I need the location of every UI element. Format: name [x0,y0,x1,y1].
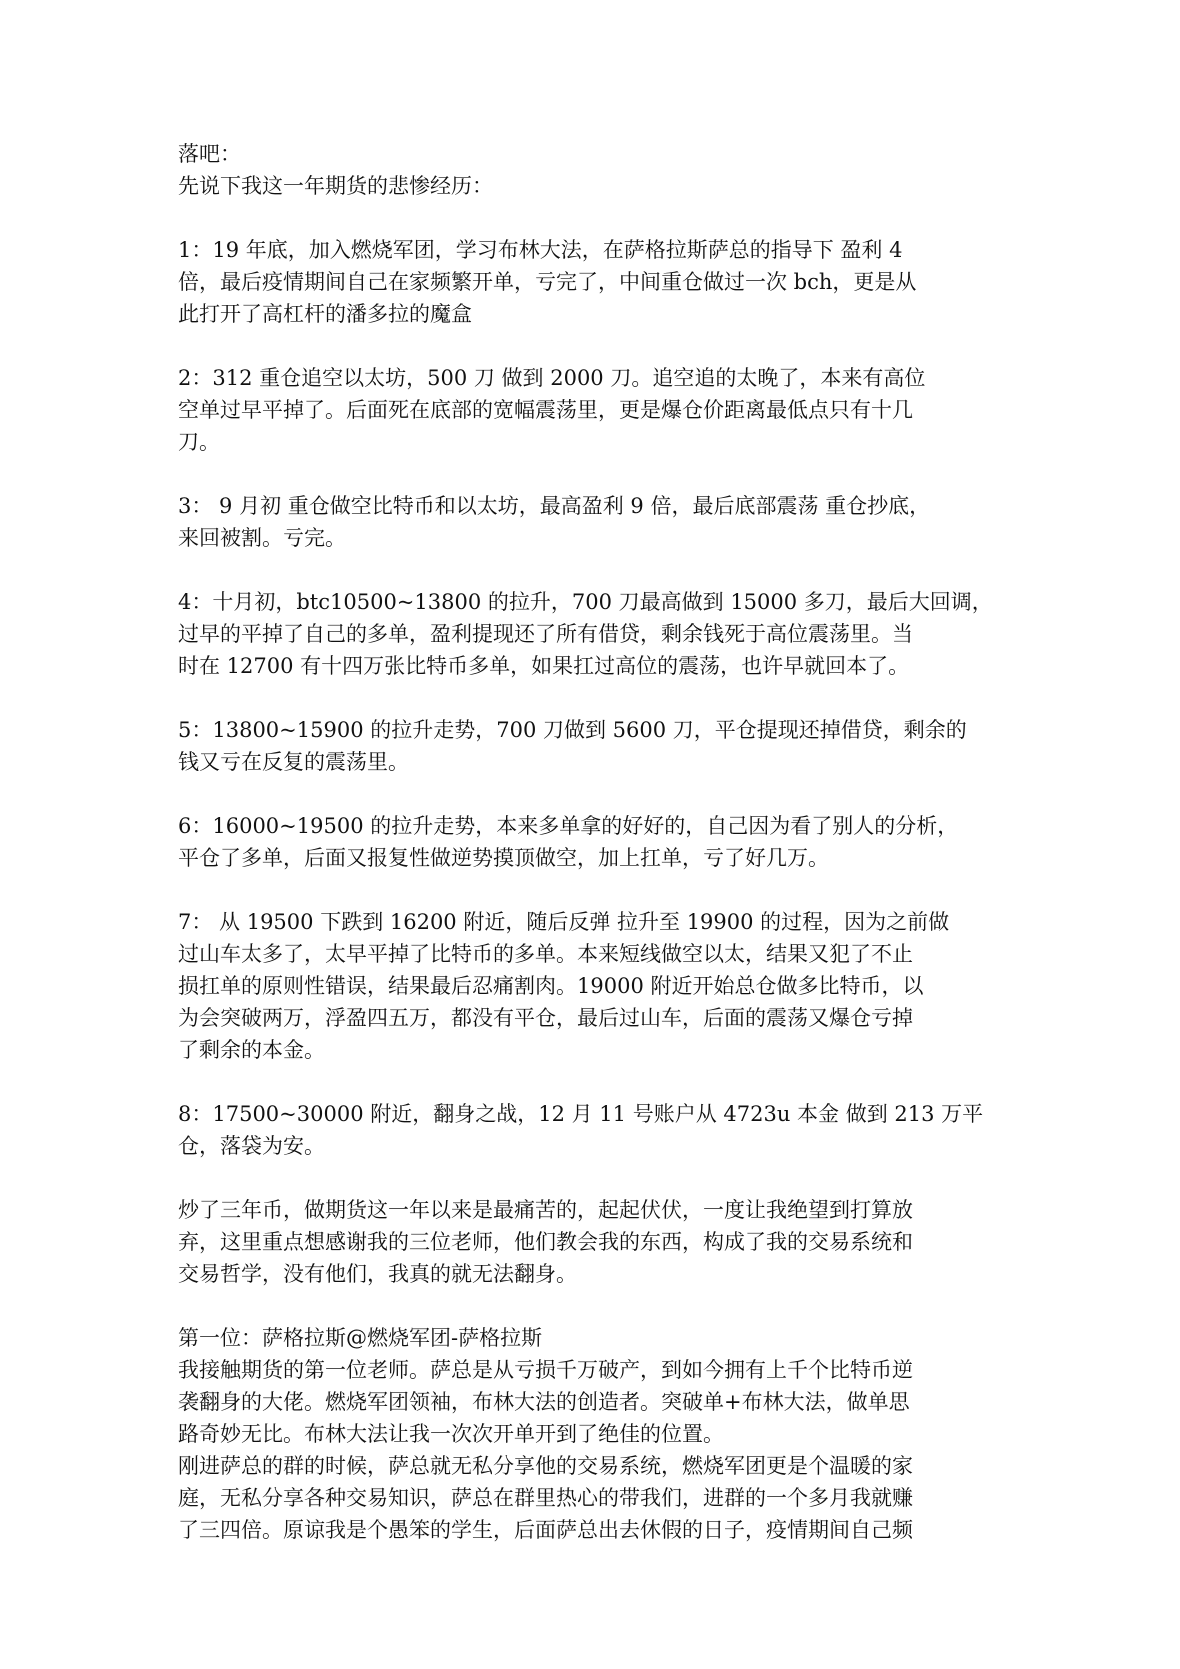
text-line: 了三四倍。原谅我是个愚笨的学生，后面萨总出去休假的日子，疫情期间自己频 [178,1518,913,1542]
item-2-paragraph [178,362,1008,458]
text-line: 损扛单的原则性错误，结果最后忍痛割肉。19000 附近开始总仓做多比特币，以 [178,974,924,998]
summary-paragraph [178,1194,1008,1290]
text-line: 过早的平掉了自己的多单，盈利提现还了所有借贷，剩余钱死于高位震荡里。当 [178,622,913,646]
text-line: 8：17500~30000 附近，翻身之战，12 月 11 号账户从 4723u 本金 做到 213 万平 [178,1102,984,1126]
document-body [178,138,1008,1546]
text-line: 此打开了高杠杆的潘多拉的魔盒 [178,302,472,326]
item-1-paragraph [178,234,1008,330]
text-line: 刚进萨总的群的时候，萨总就无私分享他的交易系统，燃烧军团更是个温暖的家 [178,1454,913,1478]
text-line: 路奇妙无比。布林大法让我一次次开单开到了绝佳的位置。 [178,1422,724,1446]
text-line: 了剩余的本金。 [178,1038,325,1062]
text-line: 弃，这里重点想感谢我的三位老师，他们教会我的东西，构成了我的交易系统和 [178,1230,913,1254]
text-line: 5：13800~15900 的拉升走势，700 刀做到 5600 刀，平仓提现还掉借贷，剩余的 [178,718,967,742]
text-line: 我接触期货的第一位老师。萨总是从亏损千万破产，到如今拥有上千个比特币逆 [178,1358,913,1382]
item-3-paragraph [178,490,1008,554]
paragraph-gap [178,202,1008,234]
paragraph-gap [178,874,1008,906]
text-line: 7： 从 19500 下跌到 16200 附近，随后反弹 拉升至 19900 的过程，因为之前做 [178,910,950,934]
text-line: 仓，落袋为安。 [178,1134,325,1158]
teacher-1-paragraph [178,1322,1008,1546]
text-line: 4：十月初，btc10500~13800 的拉升，700 刀最高做到 15000 多刀，最后大回调， [178,590,993,614]
item-8-paragraph [178,1098,1008,1162]
text-line: 3： 9 月初 重仓做空比特币和以太坊，最高盈利 9 倍，最后底部震荡 重仓抄底， [178,494,931,518]
text-line: 倍，最后疫情期间自己在家频繁开单，亏完了，中间重仓做过一次 bch，更是从 [178,270,917,294]
item-4-paragraph [178,586,1008,682]
paragraph-gap [178,1290,1008,1322]
item-5-paragraph [178,714,1008,778]
text-line: 落吧： [178,142,241,166]
paragraph-gap [178,1162,1008,1194]
text-line: 1：19 年底，加入燃烧军团，学习布林大法，在萨格拉斯萨总的指导下 盈利 4 [178,238,903,262]
item-7-paragraph [178,906,1008,1066]
text-line: 刀。 [178,430,220,454]
text-line: 空单过早平掉了。后面死在底部的宽幅震荡里，更是爆仓价距离最低点只有十几 [178,398,913,422]
item-6-paragraph [178,810,1008,874]
text-line: 第一位：萨格拉斯@燃烧军团-萨格拉斯 [178,1326,543,1350]
text-line: 交易哲学，没有他们，我真的就无法翻身。 [178,1262,577,1286]
text-line: 过山车太多了，太早平掉了比特币的多单。本来短线做空以太，结果又犯了不止 [178,942,913,966]
text-line: 庭，无私分享各种交易知识，萨总在群里热心的带我们，进群的一个多月我就赚 [178,1486,913,1510]
intro-paragraph [178,138,1008,202]
text-line: 钱又亏在反复的震荡里。 [178,750,409,774]
paragraph-gap [178,330,1008,362]
text-line: 袭翻身的大佬。燃烧军团领袖，布林大法的创造者。突破单+布林大法，做单思 [178,1390,910,1414]
paragraph-gap [178,1066,1008,1098]
paragraph-gap [178,778,1008,810]
paragraph-gap [178,554,1008,586]
text-line: 时在 12700 有十四万张比特币多单，如果扛过高位的震荡，也许早就回本了。 [178,654,910,678]
text-line: 为会突破两万，浮盈四五万，都没有平仓，最后过山车，后面的震荡又爆仓亏掉 [178,1006,913,1030]
paragraph-gap [178,458,1008,490]
text-line: 来回被割。亏完。 [178,526,346,550]
text-line: 平仓了多单，后面又报复性做逆势摸顶做空，加上扛单，亏了好几万。 [178,846,829,870]
paragraph-gap [178,682,1008,714]
text-line: 6：16000~19500 的拉升走势，本来多单拿的好好的，自己因为看了别人的分析， [178,814,959,838]
text-line: 2：312 重仓追空以太坊，500 刀 做到 2000 刀。追空追的太晚了，本来有高位 [178,366,926,390]
text-line: 先说下我这一年期货的悲惨经历： [178,174,493,198]
text-line: 炒了三年币，做期货这一年以来是最痛苦的，起起伏伏，一度让我绝望到打算放 [178,1198,913,1222]
